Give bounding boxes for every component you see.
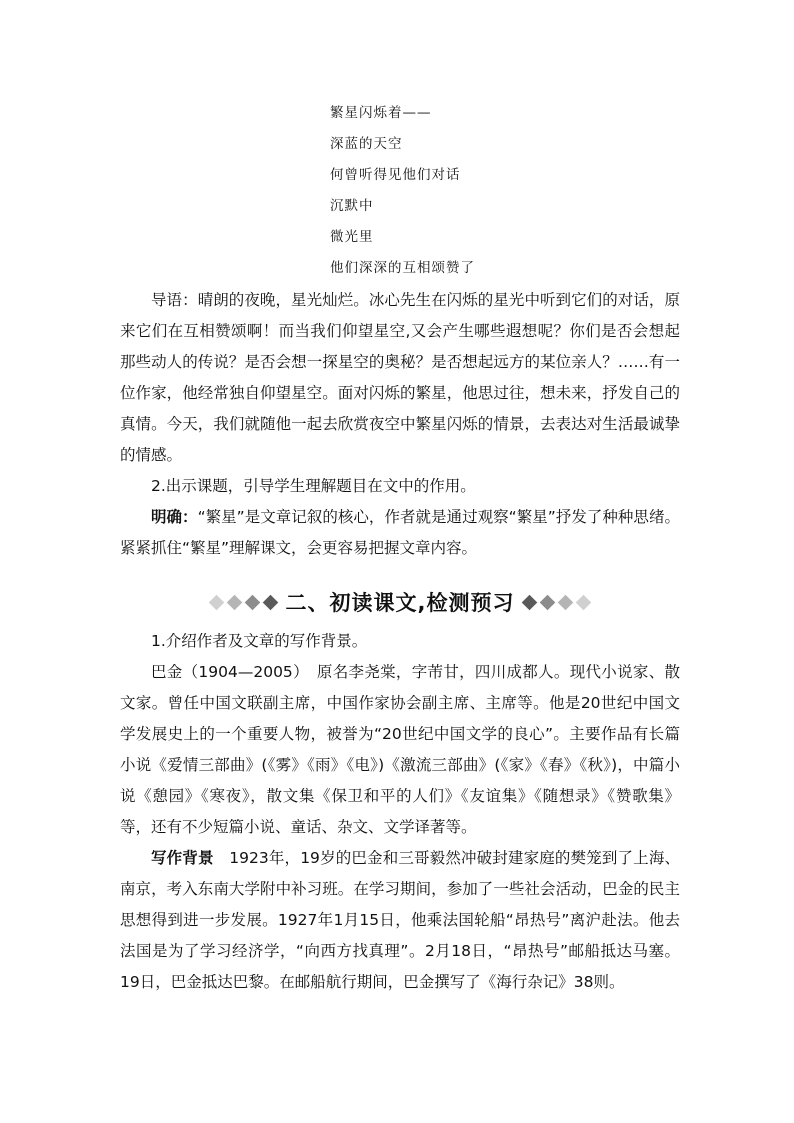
left-diamonds (211, 597, 276, 608)
poem-line: 深蓝的天空 (330, 136, 403, 152)
diamond-icon (576, 594, 592, 610)
clarify-text: “繁星”是文章记叙的核心，作者就是通过观察“繁星”抒发了种种思绪。紧紧抓住“繁星”理解课文，会更容易把握文章内容。 (120, 508, 680, 557)
step-1: 1.介绍作者及文章的写作背景。 (151, 632, 368, 650)
preview-block (120, 626, 680, 998)
background-text: 1923年，19岁的巴金和三哥毅然冲破封建家庭的樊笼到了上海、南京，考入东南大学附中补习班。在学习期间，参加了一些社会活动，巴金的民主思想得到进一步发展。1927年1月15日，他乘法国轮船“昂热号”离沪赴法。他去法国是为了学习经济学，“向西方找真理”。2月18日，“昂热号”邮船抵达马塞。19日，巴金抵达巴黎。在邮船航行期间，巴金撰写了《海行杂记》38则。 (120, 849, 680, 991)
background-label: 写作背景 (151, 849, 214, 867)
right-diamonds (524, 597, 589, 608)
poem-line: 他们深深的互相颂赞了 (330, 260, 475, 276)
intro-label: 导语： (151, 291, 198, 309)
section-title: 二、初读课文,检测预习 (285, 591, 515, 615)
clarify-paragraph (120, 502, 680, 564)
diamond-icon (522, 594, 538, 610)
diamond-icon (244, 594, 260, 610)
diamond-icon (208, 594, 224, 610)
poem (330, 98, 650, 284)
poem-line: 繁星闪烁着—— (330, 105, 432, 121)
intro-text: 晴朗的夜晚，星光灿烂。冰心先生在闪烁的星光中听到它们的对话，原来它们在互相赞颂啊！而当我们仰望星空,又会产生哪些遐想呢？你们是否会想起那些动人的传说？是否会想一探星空的奥秘？是否想起远方的某位亲人？……有一位作家，他经常独自仰望星空。面对闪烁的繁星，他思过往，想未来，抒发自己的真情。今天，我们就随他一起去欣赏夜空中繁星闪烁的情景，去表达对生活最诚挚的情感。 (120, 291, 680, 464)
poem-line: 何曾听得见他们对话 (330, 167, 461, 183)
diamond-icon (226, 594, 242, 610)
author-paragraph: 巴金（1904—2005） 原名李尧棠，字芾甘，四川成都人。现代小说家、散文家。曾任中国文联副主席，中国作家协会副主席、主席等。他是20世纪中国文学发展史上的一个重要人物，被誉为“20世纪中国文学的良心”。主要作品有长篇小说《爱情三部曲》(《雾》《雨》《电》)《激流三部曲》(《家》《春》《秋》)，中篇小说《憩园》《寒夜》，散文集《保卫和平的人们》《友谊集》《随想录》《赞歌集》等，还有不少短篇小说、童话、杂文、文学译著等。 (120, 663, 680, 836)
step-2: 2.出示课题，引导学生理解题目在文中的作用。 (151, 477, 476, 495)
background-paragraph (120, 843, 680, 998)
diamond-icon (262, 594, 278, 610)
poem-line: 微光里 (330, 229, 374, 245)
intro-paragraph (120, 285, 680, 471)
poem-line: 沉默中 (330, 198, 374, 214)
clarify-label: 明确： (151, 508, 198, 526)
diamond-icon (540, 594, 556, 610)
section-heading (120, 585, 680, 619)
intro-block (120, 285, 680, 564)
diamond-icon (558, 594, 574, 610)
